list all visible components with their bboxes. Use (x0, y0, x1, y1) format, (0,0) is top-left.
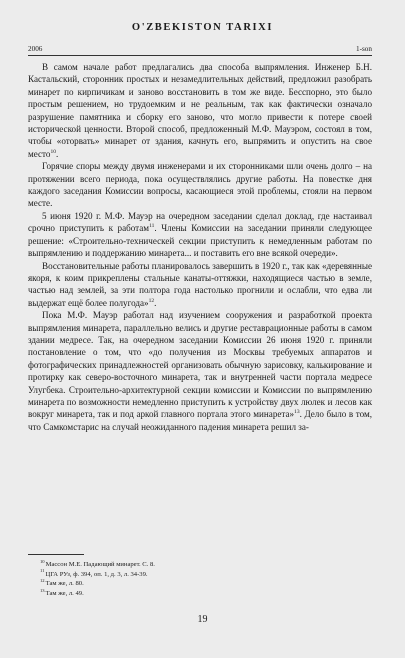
header-year: 2006 (28, 45, 43, 53)
header-issue: 1-son (356, 45, 372, 53)
footnote: $^{12}$Там же, л. 80. (40, 578, 84, 588)
paragraph-2: Горячие споры между двумя инженерами и их сторонниками шли очень долго – на протяжении всего периода, пока осуществлялись другие работы. На повестке дня каждого заседания Комиссии вопросы, касающиеся этой проблемы, стояли на первом месте. (28, 161, 372, 209)
article-body (28, 61, 372, 433)
paragraph-1: В самом начале работ предлагались два способа выпрямления. Инженер Б.Н. Кастальский, сторонник простых и незамедлительных действий, предложил разобрать минарет по кирпичикам и заново восстановить в том же виде. Бесспорно, это было простым решением, но трудоемким и не реальным, так как фактически означало разрушение памятника и сборку его заново, что могло привести к потере своей исторической ценности. Второй способ, предложенный М.Ф. Мауэром, состоял в том, чтобы «оторвать» минарет от здания, качнуть его, выпрямить и опустить на свое место$^{10}$. (28, 62, 372, 159)
footnote: $^{10}$Массон М.Е. Падающий минарет. С. 8. (40, 558, 155, 568)
footnotes (28, 560, 372, 598)
header-rule (28, 55, 372, 56)
paragraph-5: Пока М.Ф. Мауэр работал над изучением сооружения и разработкой проекта выпрямления минарета, параллельно велись и другие реставрационные работы в самом здании медресе. Так, на очередном заседании Комиссии 26 июня 1920 г. приняли постановление о том, что «до получения из Москвы требуемых аппаратов и фотографических принадлежностей организовать обычную зарисовку, калькирование и протирку как северо-восточного минарета, так и внутренней части портала медресе Улугбека. Строительно-архитектурной секции комиссии и Комиссии по выпрямлению минарета по возможности немедленно приступить к устройству двух люлек и лесов как вокруг минарета, так и под аркой главного портала этого минарета»$^{13}$. Дело было в том, что Самкомстарис на случай неожиданного падения минарета решил за- (28, 310, 372, 432)
paragraph-3: 5 июня 1920 г. М.Ф. Мауэр на очередном заседании сделал доклад, где настаивал срочно приступить к работам$^{11}$. Члены Комиссии на заседании приняли следующее решение: «Строительно-техническей секции приступить к немедленным работам по выпрямлению и поддержанию минарета... и поставить его вне всякой очереди». (28, 210, 372, 259)
footnote: $^{11}$ЦГА РУз, ф. 394, оп. 1, д. 3, л. 34-39. (40, 568, 148, 578)
footnote-ref-13: 13 (294, 409, 300, 416)
footnote-rule (28, 554, 84, 555)
footnote: $^{13}$Там же, л. 49. (40, 587, 84, 597)
footnote-ref-10: 10 (50, 148, 56, 155)
journal-title: O'ZBEKISTON TARIXI (131, 22, 274, 33)
page-number: 19 (197, 614, 208, 625)
paragraph-4: Восстановительные работы планировалось завершить в 1920 г., так как «деревянные якоря, к коим прикреплены стальные канаты-оттяжки, находящиеся частью в земле, частью над землей, за эти полтора года настолько прогнили и ослабли, что едва ли выдержат ещё более полугода»$^{12}$. (28, 260, 372, 308)
footnote-ref-12: 12 (148, 297, 155, 304)
footnote-ref-11: 11 (149, 223, 155, 230)
